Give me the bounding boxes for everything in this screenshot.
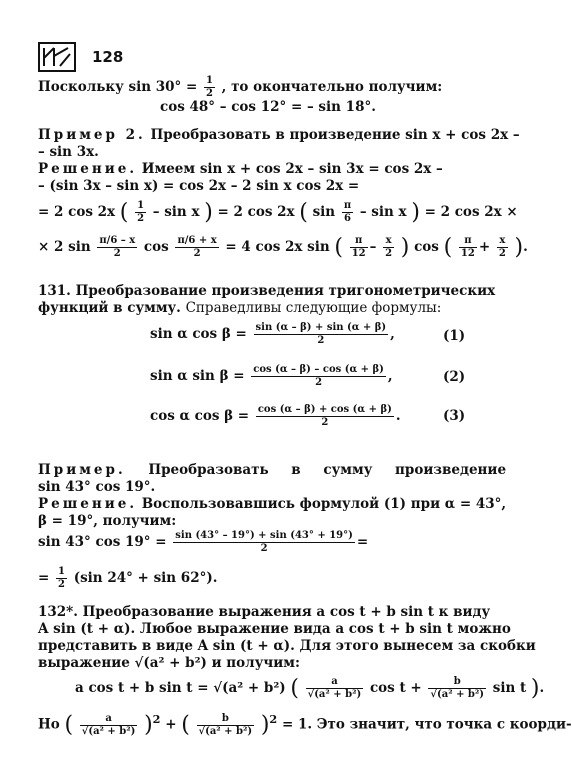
expr-part: Но [38, 716, 60, 733]
expr-part: sin 43° cos 19° = [38, 534, 167, 550]
paren-open: ( [334, 235, 344, 260]
expr-part: – sin x [359, 204, 407, 220]
fraction-pi-12 [350, 235, 368, 260]
section132-line-3: представить в виде A sin (t + α). Для этого вынесем за скобки [38, 638, 536, 654]
paren-open: ( [181, 712, 190, 738]
example3-line-6 [38, 566, 217, 591]
paren-close: ) [260, 712, 270, 738]
section131-title-2 [38, 300, 441, 316]
fraction-denominator: √(a² + b²) [198, 725, 253, 737]
section132-line-6: Но ( $\frac{a}{\text{√(a² + b²)}}$ )$^2$ + ( $\frac{b}{\text{√(a² + b²)}}$ )$^2$ = 1. Это значит, что точка с коорди- [38, 712, 572, 738]
fraction-numerator: π [459, 235, 477, 248]
paren-close: ) [411, 200, 420, 225]
example3-line-4: β = 19°, получим: [38, 513, 177, 529]
intro-fraction [204, 75, 215, 100]
expr-part: = 4 cos 2x sin [225, 239, 330, 255]
fraction-numerator: cos (α – β) – cos (α + β) [253, 364, 384, 375]
fraction-numerator: 1 [137, 200, 145, 211]
expr-part: cos [414, 239, 439, 255]
expr-part: = 2 cos 2x × [424, 204, 518, 220]
fraction-numerator: b [197, 713, 255, 726]
fraction-numerator: x [383, 235, 394, 248]
fraction-numerator: cos (α – β) + cos (α + β) [257, 404, 392, 415]
fraction-denominator: √(a² + b²) [430, 689, 485, 700]
paren-open: ( [64, 712, 74, 738]
expr-part: + [165, 716, 177, 733]
fraction-denominator: 2 [193, 248, 201, 259]
fraction-numerator: x [497, 235, 508, 248]
fraction-numerator: π [343, 200, 352, 211]
section132-line-5: a cos t + b sin t = √(a² + b²) ( $\frac{a}{\text{√(a² + b²)}}$ cos t + $\frac{b}{\text{√(a² + b²)}}$ sin t ). [75, 676, 545, 701]
paren-close: ) [204, 200, 213, 225]
fraction-numerator: a [306, 676, 364, 689]
formula-3: cos α cos β = $\frac{\cos (\alpha - \beta) + \cos (\alpha + \beta)}{2}$ . [150, 404, 401, 428]
example3-text-1: Преобразовать в сумму произведение [148, 462, 507, 478]
formula-1: sin α cos β = $\frac{\sin (\alpha - \beta) + \sin (\alpha + \beta)}{2}$ , [150, 322, 395, 346]
paren-open: ( [443, 235, 453, 260]
formula-number-2: (2) [443, 369, 466, 385]
example3-fraction [173, 530, 355, 555]
fraction-a [306, 676, 364, 701]
fraction-denominator: 2 [137, 213, 145, 224]
fraction-numerator: sin (α – β) + sin (α + β) [255, 322, 387, 333]
paren-close: ) [514, 235, 524, 260]
fraction-sin-arg [97, 235, 137, 260]
fraction-denominator: √(a² + b²) [81, 725, 136, 737]
formula-number-1: (1) [443, 328, 466, 344]
formula-lhs: sin α sin β = [150, 368, 245, 384]
example2-line-6: × 2 sin $\frac{\pi/6 - x}{2}$ cos $\frac{\pi/6 + x}{2}$ = 4 cos 2x sin ( $\frac{\pi}{12}$ – $\frac{x}{2}$ ) cos ( $\frac{\pi}{12}$ + $\frac{x}{2}$ ). [38, 235, 528, 260]
expr-part: sin [312, 204, 336, 220]
fraction-denominator: 12 [351, 248, 366, 259]
expr-part: × 2 sin [38, 239, 91, 255]
solution-label: Решение. [38, 161, 138, 177]
fraction-denominator: 2 [498, 248, 506, 259]
intro-line-2: cos 48° – cos 12° = – sin 18°. [160, 99, 376, 115]
fraction-pi-12 [459, 235, 477, 260]
fraction-numerator: sin (43° – 19°) + sin (43° + 19°) [175, 530, 353, 541]
example-label: Пример 2. [38, 127, 146, 143]
paren-open: ( [119, 200, 129, 225]
intro-line-1-pre: Поскольку sin 30° = [38, 79, 198, 95]
example3-line-5: sin 43° cos 19° = $\frac{\sin (43^\circ - 19^\circ) + \sin (43^\circ + 19^\circ)}{2}$ = [38, 530, 369, 554]
expr-part: = 2 cos 2x [38, 204, 116, 220]
expr-part: – sin x [152, 204, 200, 220]
fraction-numerator: a [80, 713, 138, 726]
page-number: 128 [92, 48, 124, 66]
formula-lhs: cos α cos β = [150, 408, 250, 424]
example3-line-1 [38, 462, 506, 478]
example2-line-1 [38, 127, 520, 143]
paren-open: ( [299, 200, 308, 225]
fraction-numerator: b [428, 676, 486, 689]
fraction-denominator: 2 [317, 335, 325, 346]
paren-close: ) [144, 712, 153, 738]
paren-close: ) [530, 676, 540, 701]
fraction-denominator: 6 [344, 213, 351, 224]
section132-line-4: выражение √(a² + b²) и получим: [38, 655, 300, 671]
fraction-denominator: 2 [315, 377, 323, 388]
formula-lhs: sin α cos β = [150, 326, 247, 342]
section131-title: 131. Преобразование произведения тригонометрических [38, 283, 496, 299]
fraction-x-2 [497, 235, 508, 260]
fraction-b [428, 676, 486, 701]
example2-line-5 [38, 200, 518, 225]
paren-close: ) [400, 235, 410, 260]
fraction-half [135, 200, 146, 225]
section132-line-1: 132*. Преобразование выражения a cos t + b sin t к виду [38, 604, 491, 620]
fraction-denominator: 2 [260, 543, 268, 554]
fraction-numerator: π [350, 235, 368, 248]
expr-part: = 1. Это значит, что точка с коорди- [281, 716, 572, 733]
fraction-x-2 [383, 235, 394, 260]
formula-2: sin α sin β = $\frac{\cos (\alpha - \beta) - \cos (\alpha + \beta)}{2}$ , [150, 364, 393, 388]
fraction-denominator: 2 [385, 248, 393, 259]
section131-title-cont: функций в сумму. [38, 300, 181, 316]
intro-line-1 [38, 75, 442, 100]
fraction-half [56, 566, 67, 591]
expr-part: sin t [492, 680, 527, 696]
example3-line-3 [38, 496, 506, 512]
section132-line-2: A sin (t + α). Любое выражение вида a cos t + b sin t можно [38, 621, 511, 637]
solution-label: Решение. [38, 496, 138, 512]
paren-open: ( [290, 676, 299, 701]
fraction-denominator: 12 [460, 248, 475, 259]
expr-part: cos [143, 239, 169, 255]
expr-part: cos t + [369, 680, 422, 696]
publisher-logo [38, 42, 76, 72]
fraction-denominator: 2 [321, 417, 329, 428]
fraction-a [80, 713, 138, 738]
fraction-cos-arg [175, 235, 218, 260]
example3-line-2: sin 43° cos 19°. [38, 479, 156, 495]
fraction-numerator: π/6 + x [177, 235, 217, 246]
example2-line-2: – sin 3x. [38, 144, 99, 160]
example-label: Пример. [38, 462, 126, 478]
fraction-numerator: 1 [206, 75, 213, 86]
fraction-denominator: 2 [113, 248, 121, 259]
fraction-numerator: 1 [58, 566, 65, 577]
expr-part: = 2 cos 2x [217, 204, 295, 220]
expr-part: a cos t + b sin t = √(a² + b²) [75, 680, 286, 696]
expr-part: (sin 24° + sin 62°). [73, 570, 218, 586]
fraction-denominator: 2 [206, 88, 213, 99]
formula-fraction [256, 404, 394, 429]
formula-number-3: (3) [443, 408, 466, 424]
fraction-b [197, 713, 255, 738]
fraction-pi-6 [342, 200, 353, 225]
example2-line-3 [38, 161, 443, 177]
expr-part: = [38, 570, 50, 586]
example2-text-3: Имеем sin x + cos 2x – sin 3x = cos 2x – [141, 161, 443, 177]
fraction-denominator: √(a² + b²) [307, 689, 362, 700]
example3-text-3: Воспользовавшись формулой (1) при α = 43°, [141, 496, 507, 512]
example2-line-4: – (sin 3x – sin x) = cos 2x – 2 sin x cos 2x = [38, 178, 360, 194]
example2-text-1: Преобразовать в произведение sin x + cos 2x – [150, 127, 520, 143]
fraction-numerator: π/6 – x [99, 235, 136, 246]
intro-line-1-post: , то окончательно получим: [221, 79, 443, 95]
fraction-denominator: 2 [58, 579, 65, 590]
formula-fraction [251, 364, 386, 389]
formula-fraction [254, 322, 389, 347]
section131-intro: Справедливы следующие формулы: [185, 300, 442, 316]
